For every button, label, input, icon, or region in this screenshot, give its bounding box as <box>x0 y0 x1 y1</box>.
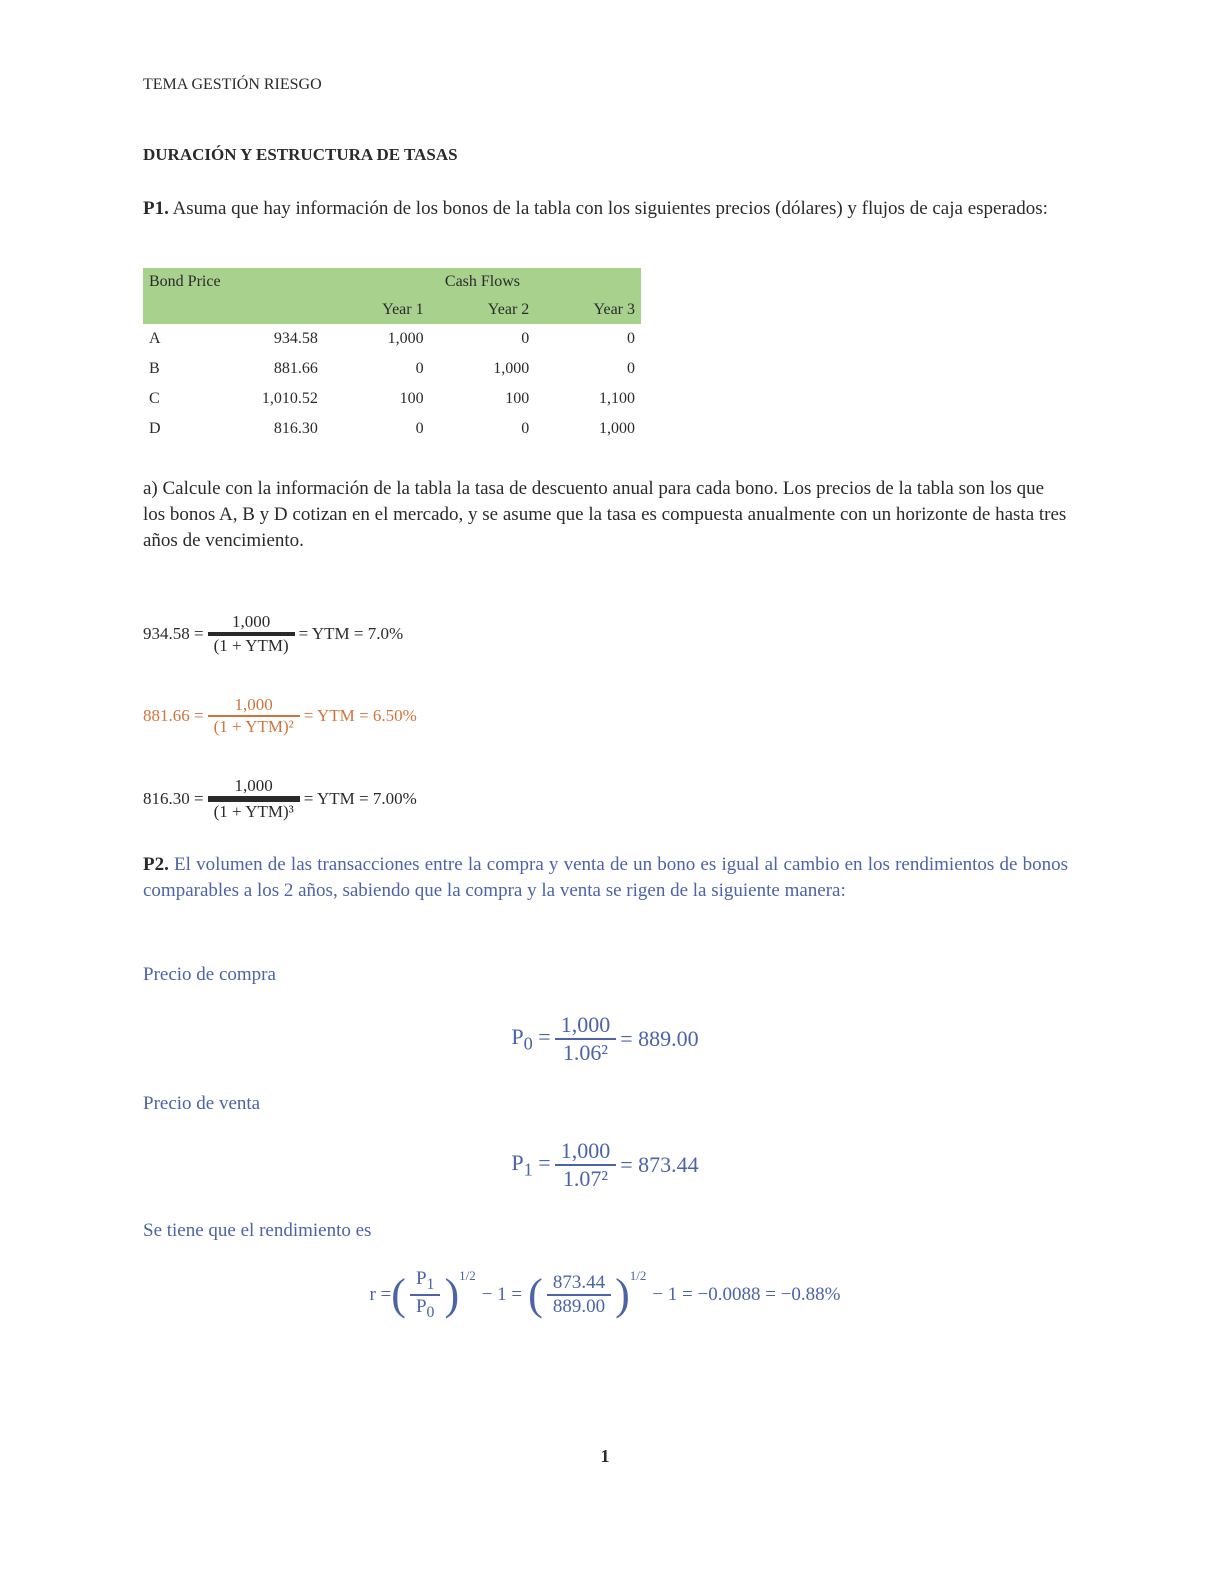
price-cell: 934.58 <box>273 330 318 347</box>
p2-text: El volumen de las transacciones entre la compra y venta de un bono es igual al cambio en los rendimientos de bonos comparables a los 2 años, sabiendo que la compra y la venta se rigen de la siguiente manera: <box>143 854 1069 901</box>
buy-price-label: Precio de compra <box>143 964 276 985</box>
price-cell: 816.30 <box>273 420 318 437</box>
header-cash-flows: Cash Flows <box>444 273 521 290</box>
p2-label: P2. <box>143 854 169 875</box>
eq5-lhs: $P_1$ = <box>511 1149 551 1180</box>
cf-cell: 100 <box>399 390 424 407</box>
cf-cell: 0 <box>627 330 635 347</box>
eq6-fraction-b <box>547 1272 611 1318</box>
p1-text: Asuma que hay información de los bonos de la tabla con los siguientes precios (dólares) y flujos de caja esperados: <box>172 198 1048 219</box>
cf-cell: 1,000 <box>493 360 530 377</box>
equation-1 <box>143 612 403 656</box>
eq4-numerator: 1,000 <box>560 1012 611 1037</box>
year-2-header: Year 2 <box>487 301 530 318</box>
eq2-numerator: 1,000 <box>234 695 273 714</box>
price-cell: 1,010.52 <box>261 390 318 407</box>
equation-buy-price <box>0 1012 1210 1066</box>
eq5-fraction <box>555 1138 617 1192</box>
right-paren-icon: ) <box>615 1269 630 1319</box>
table-row <box>143 354 641 384</box>
p1-label: P1. <box>143 198 169 219</box>
bond-table <box>143 268 641 444</box>
price-cell: 881.66 <box>273 360 318 377</box>
eq5-numerator: 1,000 <box>560 1138 611 1163</box>
eq6-rhs: − 1 = −0.0088 = −0.88% <box>652 1283 841 1305</box>
table-row <box>143 324 641 354</box>
eq6-denominator-b: 889.00 <box>552 1295 606 1317</box>
cf-cell: 0 <box>521 330 530 347</box>
eq4-lhs: $P_0$ = <box>511 1023 551 1054</box>
eq6-exponent-a: 1/2 <box>459 1268 476 1283</box>
eq6-fraction-a: $\frac{P_1}{P_0}$ <box>410 1268 441 1322</box>
header-line: TEMA GESTIÓN RIESGO <box>143 76 322 93</box>
eq4-rhs: = 889.00 <box>620 1026 699 1051</box>
eq1-lhs: 934.58 = <box>143 624 204 643</box>
equation-yield <box>0 1268 1210 1322</box>
equation-sell-price <box>0 1138 1210 1192</box>
p2-paragraph <box>143 852 1068 904</box>
eq1-denominator: (1 + YTM) <box>213 636 289 655</box>
eq3-numerator: 1,000 <box>234 776 273 795</box>
eq2-lhs: 881.66 = <box>143 706 204 725</box>
eq2-denominator: (1 + YTM)² <box>213 717 294 736</box>
cf-cell: 1,000 <box>599 420 635 437</box>
yield-label: Se tiene que el rendimiento es <box>143 1220 372 1241</box>
section-title: DURACIÓN Y ESTRUCTURA DE TASAS <box>143 145 458 164</box>
cf-cell: 100 <box>505 390 530 407</box>
cf-cell: 0 <box>521 420 530 437</box>
eq1-fraction <box>208 612 295 656</box>
eq4-fraction <box>555 1012 617 1066</box>
table-year-row <box>143 296 641 324</box>
left-paren-icon: ( <box>391 1269 406 1319</box>
eq6-numerator-b: 873.44 <box>552 1271 606 1293</box>
eq3-denominator: (1 + YTM)³ <box>213 802 294 821</box>
cf-cell: 0 <box>627 360 635 377</box>
eq6-exponent-b: 1/2 <box>629 1268 647 1283</box>
bond-cell: A <box>149 330 161 347</box>
equation-2 <box>143 695 417 737</box>
year-1-header: Year 1 <box>382 301 424 318</box>
equation-3 <box>143 776 417 822</box>
year-3-header: Year 3 <box>593 301 635 318</box>
page-number: 1 <box>600 1446 610 1466</box>
eq5-denominator: 1.07² <box>562 1166 608 1191</box>
cf-cell: 1,100 <box>599 390 635 407</box>
table-row <box>143 414 641 444</box>
bond-cell: C <box>149 390 160 407</box>
sell-price-label: Precio de venta <box>143 1093 261 1114</box>
table-row <box>143 384 641 414</box>
cf-cell: 0 <box>415 360 424 377</box>
eq2-fraction <box>208 695 300 737</box>
eq3-lhs: 816.30 = <box>143 789 204 808</box>
eq3-rhs: = YTM = 7.00% <box>303 789 417 808</box>
left-paren-icon: ( <box>528 1269 543 1319</box>
eq2-rhs: = YTM = 6.50% <box>303 706 417 725</box>
part-a-paragraph: a) Calcule con la información de la tabla la tasa de descuento anual para cada bono. Los precios de la tabla son los que los bonos A, B y D cotizan en el mercado, y se asume que la tasa es compuesta anualmente con un horizonte de hasta tres años de vencimiento. <box>143 478 1067 551</box>
eq4-denominator: 1.06² <box>562 1040 608 1065</box>
table-header-row <box>143 268 641 296</box>
eq6-lhs: r = <box>369 1283 392 1305</box>
eq1-numerator: 1,000 <box>232 612 271 631</box>
eq1-rhs: = YTM = 7.0% <box>298 624 404 643</box>
cf-cell: 0 <box>415 420 424 437</box>
p1-paragraph <box>143 196 1068 222</box>
cf-cell: 1,000 <box>387 330 424 347</box>
bond-cell: D <box>149 420 161 437</box>
eq6-mid: − 1 = <box>481 1283 523 1305</box>
header-bond-price: Bond Price <box>149 273 221 290</box>
right-paren-icon: ) <box>444 1269 460 1319</box>
eq3-fraction <box>208 776 300 822</box>
bond-cell: B <box>149 360 160 377</box>
eq5-rhs: = 873.44 <box>620 1152 699 1177</box>
